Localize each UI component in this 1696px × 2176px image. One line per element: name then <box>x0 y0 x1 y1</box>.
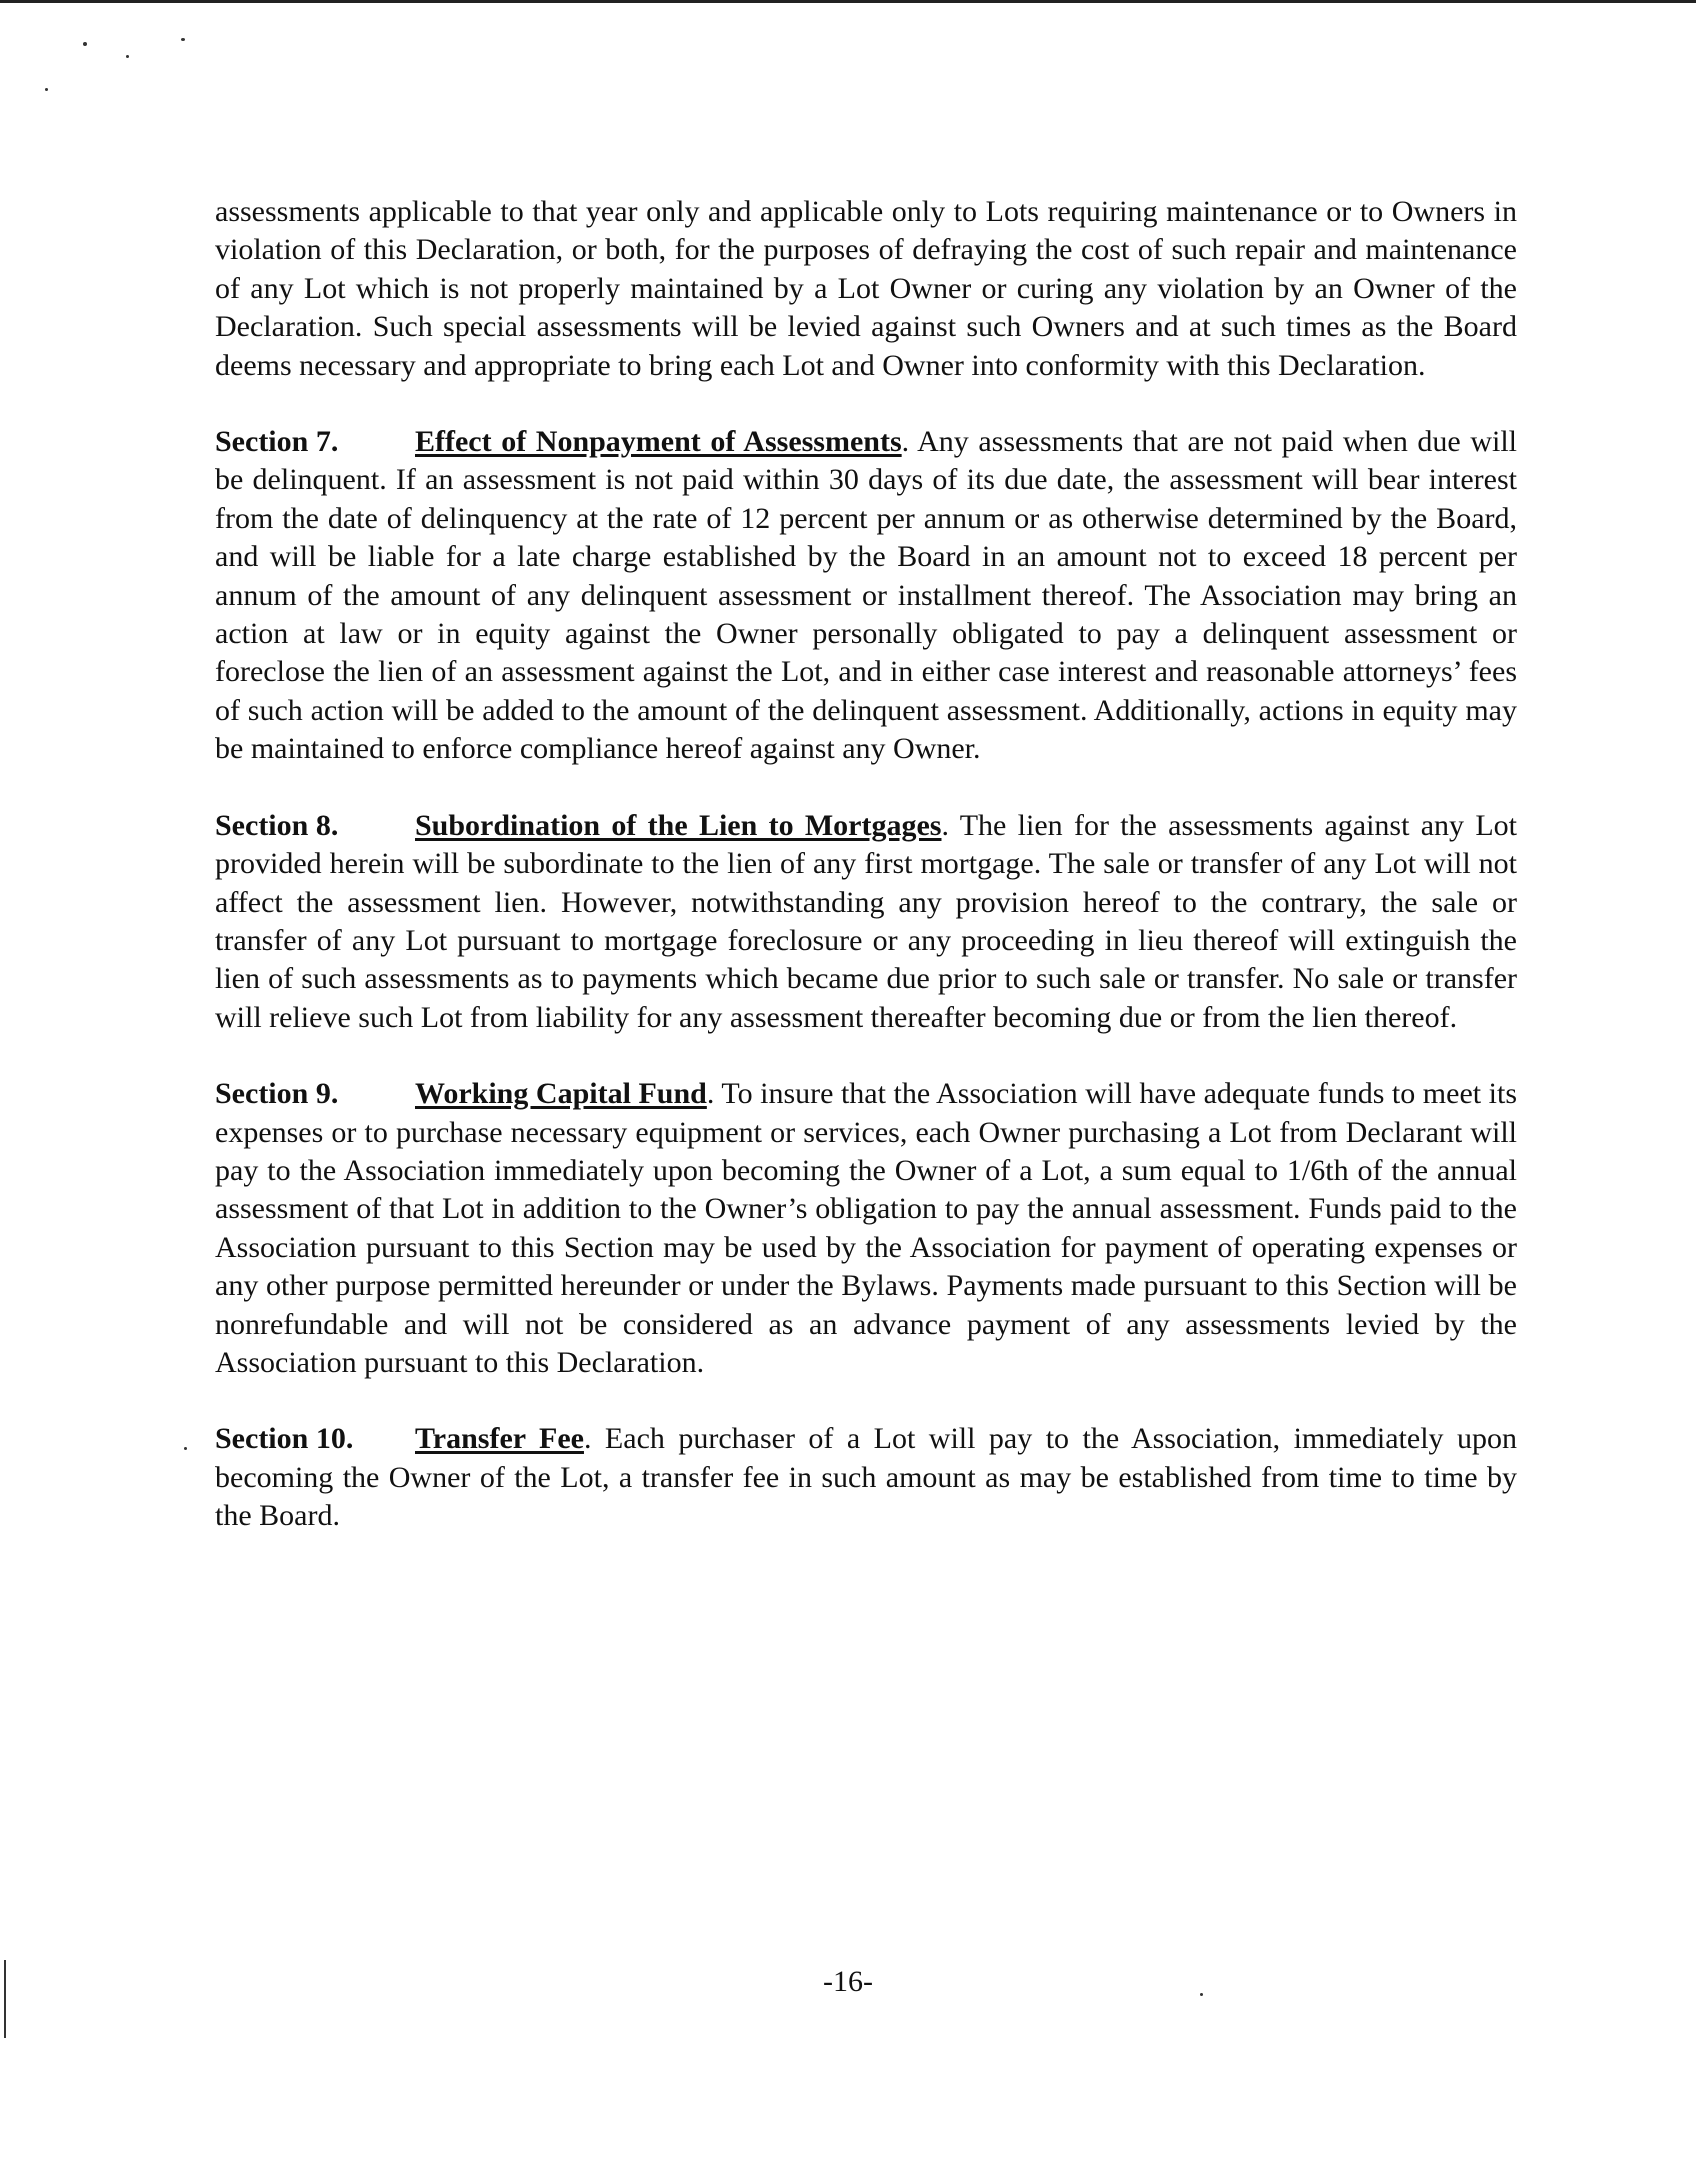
section-title: Working Capital Fund <box>415 1077 707 1111</box>
intro-paragraph: assessments applicable to that year only and applicable only to Lots requiring maintenance or to Owners in violation of this Declaration, or both, for the purposes of defraying the cost of such repair and maintenance of any Lot which is not properly maintained by a Lot Owner or curing any violation by an Owner of the Declaration. Such special assessments will be levied against such Owners and at such times as the Board deems necessary and appropriate to bring each Lot and Owner into conformity with this Declaration. <box>215 195 1517 382</box>
section-body: To insure that the Association will have adequate funds to meet its expenses or to purchase necessary equipment or services, each Owner purchasing a Lot from Declarant will pay to the Association immediately upon becoming the Owner of a Lot, a sum equal to 1/6th of the annual assessment of that Lot in addition to the Owner’s obligation to pay the annual assessment. Funds paid to the Association pursuant to this Section may be used by the Association for payment of operating expenses or any other purpose permitted hereunder or under the Bylaws. Payments made pursuant to this Section will be nonrefundable and will not be considered as an advance payment of any assessments levied by the Association pursuant to this Declaration. <box>215 1077 1517 1379</box>
section-9: Section 9. Working Capital Fund. To insure that the Association will have adequate funds to meet its expenses or to purchase necessary equipment or services, each Owner purchasing a Lot from Declarant will pay to the Association immediately upon becoming the Owner of a Lot, a sum equal to 1/6th of the annual assessment of that Lot in addition to the Owner’s obligation to pay the annual assessment. Funds paid to the Association pursuant to this Section may be used by the Association for payment of operating expenses or any other purpose permitted hereunder or under the Bylaws. Payments made pursuant to this Section will be nonrefundable and will not be considered as an advance payment of any assessments levied by the Association pursuant to this Declaration. <box>215 1077 1517 1379</box>
section-10: Section 10. Transfer Fee. Each purchaser of a Lot will pay to the Association, immediately upon becoming the Owner of the Lot, a transfer fee in such amount as may be established from time to time by the Board. <box>215 1422 1517 1533</box>
section-number: Section 7. <box>215 425 339 459</box>
scan-speck <box>184 1447 187 1450</box>
section-body: The lien for the assessments against any Lot provided herein will be subordinate to the lien of any first mortgage. The sale or transfer of any Lot will not affect the assessment lien. However, notwithstanding any provision hereof to the contrary, the sale or transfer of any Lot pursuant to mortgage foreclosure or any proceeding in lieu thereof will extinguish the lien of such assessments as to payments which became due prior to such sale or transfer. No sale or transfer will relieve such Lot from liability for any assessment thereafter becoming due or from the lien thereof. <box>215 808 1517 1034</box>
scan-top-edge <box>0 0 1696 3</box>
scan-speck <box>181 38 185 41</box>
section-title: Effect of Nonpayment of Assessments <box>415 425 902 459</box>
scan-speck <box>83 42 87 46</box>
page-number: -16- <box>823 1965 873 1998</box>
section-7: Section 7. Effect of Nonpayment of Assessments. Any assessments that are not paid when due will be delinquent. If an assessment is not paid within 30 days of its due date, the assessment will bear interest from the date of delinquency at the rate of 12 percent per annum or as otherwise determined by the Board, and will be liable for a late charge established by the Board in an amount not to exceed 18 percent per annum of the amount of any delinquent assessment or installment thereof. The Association may bring an action at law or in equity against the Owner personally obligated to pay a delinquent assessment or foreclose the lien of an assessment against the Lot, and in either case interest and reasonable attorneys’ fees of such action will be added to the amount of the delinquent assessment. Additionally, actions in equity may be maintained to enforce compliance hereof against any Owner. <box>215 425 1517 766</box>
scan-speck <box>126 55 129 58</box>
page-body <box>215 193 1517 1574</box>
section-number: Section 8. <box>215 808 339 842</box>
section-body: Any assessments that are not paid when due will be delinquent. If an assessment is not paid within 30 days of its due date, the assessment will bear interest from the date of delinquency at the rate of 12 percent per annum or as otherwise determined by the Board, and will be liable for a late charge established by the Board in an amount not to exceed 18 percent per annum of the amount of any delinquent assessment or installment thereof. The Association may bring an action at law or in equity against the Owner personally obligated to pay a delinquent assessment or foreclose the lien of an assessment against the Lot, and in either case interest and reasonable attorneys’ fees of such action will be added to the amount of the delinquent assessment. Additionally, actions in equity may be maintained to enforce compliance hereof against any Owner. <box>215 425 1517 766</box>
section-number: Section 9. <box>215 1077 339 1111</box>
section-title: Transfer Fee <box>415 1422 584 1456</box>
section-number: Section 10. <box>215 1422 354 1456</box>
section-8: Section 8. Subordination of the Lien to Mortgages. The lien for the assessments against any Lot provided herein will be subordinate to the lien of any first mortgage. The sale or transfer of any Lot will not affect the assessment lien. However, notwithstanding any provision hereof to the contrary, the sale or transfer of any Lot pursuant to mortgage foreclosure or any proceeding in lieu thereof will extinguish the lien of such assessments as to payments which became due prior to such sale or transfer. No sale or transfer will relieve such Lot from liability for any assessment thereafter becoming due or from the lien thereof. <box>215 808 1517 1034</box>
section-title: Subordination of the Lien to Mortgages <box>415 808 942 842</box>
section-body: Each purchaser of a Lot will pay to the Association, immediately upon becoming the Owner of the Lot, a transfer fee in such amount as may be established from time to time by the Board. <box>215 1422 1517 1533</box>
scan-speck <box>45 88 48 91</box>
